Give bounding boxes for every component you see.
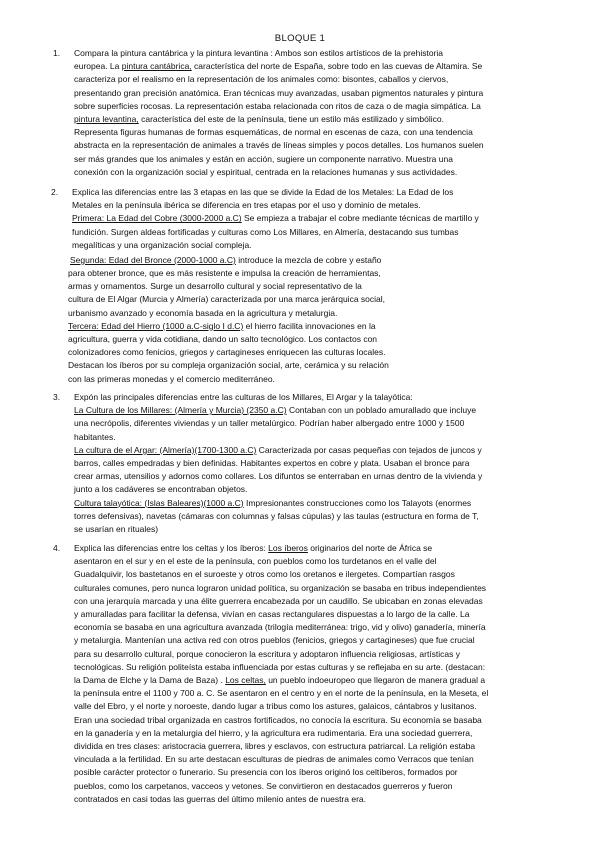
text-line: con una jerarquía marcada y una élite guerrera encabezada por un caudillo. Se ubicaban en zonas elevadas	[74, 595, 483, 606]
text-span: Se empieza a trabajar el cobre mediante técnicas de martillo y	[241, 213, 479, 224]
text-line: presentando gran precisión anatómica. Eran técnicas muy avanzadas, usaban pigmentos naturales y pintura	[74, 87, 484, 98]
heading-cultura-argar: La cultura de el Argar: (Almería)(1700-1300 a.C)	[74, 444, 257, 455]
text-line	[74, 542, 432, 555]
text-line: dividida en tres clases: aristocracia guerrera, libres y esclavos, con estructura patriarcal. La religión estaba	[74, 741, 476, 752]
text-line	[70, 254, 381, 267]
text-line: urbanismo avanzado y economía basada en la agricultura y metalurgia.	[68, 307, 338, 318]
text-line	[74, 113, 444, 126]
text-line: Expón las principales diferencias entre las culturas de los Millares, El Argar y la talayótica:	[74, 392, 413, 402]
text-line: agricultura, guerra y vida cotidiana, dando un salto tecnológico. Los contactos con	[68, 334, 378, 345]
text-line: vinculada a la fertilidad. En su arte destacan esculturas de piedras de animales como Verracos que tenían	[74, 754, 474, 765]
question-2	[51, 186, 592, 252]
question-3	[53, 391, 594, 536]
text-line: culturales comunes, pero nunca lograron unidad política, su organización se basaba en tribus independientes	[74, 582, 487, 593]
question-2-continued	[68, 267, 488, 386]
text-line	[74, 674, 485, 687]
text-line: se usarían en rituales)	[74, 524, 159, 535]
question-text	[70, 254, 490, 267]
text-line: fundición. Surgen aldeas fortificadas y culturas como Los Millares, en Almería, destacando sus tumbas	[72, 226, 459, 237]
text-line: Compara la pintura cantábrica y la pintura levantina : Ambos son estilos artísticos de la prehistoria	[74, 48, 443, 58]
text-line: valle del Ebro, y el norte y noroeste, dando lugar a tribus como los astures, galaicos, cántabros y lusitanos.	[74, 701, 477, 712]
question-number: 2.	[51, 187, 59, 197]
question-text	[74, 391, 594, 536]
text-span: característica del norte de España, sobre todo en las cuevas de Altamira. Se	[191, 61, 483, 72]
text-line: sobre superficies rocosas. La representación estaba relacionada con ritos de caza o de magia simpática. La	[74, 100, 481, 111]
text-span: europea. La	[74, 61, 122, 72]
question-text	[74, 542, 594, 806]
heading-cultura-millares: La Cultura de los Millares: (Almería y Murcia) (2350 a.C)	[74, 405, 287, 416]
text-span: la Dama de Elche y la Dama de Baza) .	[74, 675, 226, 686]
text-line: y metalurgia. Mantenían una activa red con otros pueblos (fenicios, griegos y cartagineses) que fue crucial	[74, 635, 475, 646]
text-span: Contaban con un poblado amurallado que incluye	[286, 405, 477, 416]
heading-pintura-levantina: pintura levantina,	[74, 114, 139, 125]
question-text	[72, 186, 592, 252]
text-line: con las primeras monedas y el comercio mediterráneo.	[68, 373, 275, 384]
text-line: Destacan los íberos por su compleja organización social, arte, cerámica y su relación	[68, 360, 389, 371]
text-line: caracteriza por el realismo en la representación de los animales como: bisontes, caballos y ciervos,	[74, 74, 449, 85]
text-line: ser más grandes que los animales y están en acción, sugiere un componente narrativo. Muestra una	[74, 153, 453, 164]
text-line	[74, 497, 471, 510]
question-4	[53, 542, 594, 806]
text-line: la península entre el 1100 y 700 a. C. Se asentaron en el centro y en el norte de la península, en la Meseta, el	[74, 688, 489, 699]
text-line: conexión con la organización social y espiritual, centrada en la relaciones humanas y sus actividades.	[74, 166, 458, 177]
question-text	[74, 47, 594, 179]
text-line: abstracta en la representación de animales a través de líneas simples y pocos detalles. Los humanos suelen	[74, 140, 484, 151]
text-line	[72, 212, 479, 225]
heading-los-celtas: Los celtas,	[225, 675, 266, 686]
text-line: en la ganadería y en la metalurgia del hierro, y la agricultura era rudimentaria. Era una sociedad guerrera,	[74, 727, 473, 738]
text-span: Caracterizada por casas pequeñas con tejados de juncos y	[256, 444, 482, 455]
text-line: para su desarrollo cultural, porque conocieron la escritura y adoptaron influencia religiosas, artísticas y	[74, 648, 461, 659]
text-line: colonizadores como fenicios, griegos y cartagineses enriquecen las culturas locales.	[68, 347, 386, 358]
heading-pintura-cantabrica: pintura cantábrica,	[121, 61, 192, 72]
question-number: 3.	[53, 392, 61, 402]
text-line: torres defensivas), navetas (cámaras con columnas y falsas cúpulas) y las taulas (estructura en forma de T,	[74, 510, 479, 521]
text-span: originarios del norte de África se	[307, 543, 433, 553]
text-span: Impresionantes construcciones como los Talayots (enormes	[243, 497, 472, 508]
text-span: característica del este de la península, tiene un estilo más estilizado y simbólico.	[138, 114, 444, 125]
text-line: economía se basaba en una agricultura avanzada (trilogía mediterránea: trigo, vid y olivo) ganadería, minería	[74, 622, 486, 633]
text-span: el hierro facilita innovaciones en la	[243, 320, 376, 331]
text-line: posible carácter protector o funerario. Su presencia con los íberos originó los celtíberos, formados por	[74, 767, 458, 778]
text-line	[68, 320, 376, 333]
text-line: tecnológicas. Su religión politeísta estaba influenciada por estas culturas y se reflejaba en su arte. (destacan:	[74, 661, 486, 672]
text-span: Explica las diferencias entre los celtas y los íberos:	[74, 543, 269, 553]
text-line: megalíticas y una organización social compleja.	[72, 239, 252, 250]
document-title: BLOQUE 1	[274, 33, 326, 44]
question-1	[53, 47, 594, 179]
text-line: Representa figuras humanas de formas esquemáticas, de normal en escenas de caza, con una tendencia	[74, 127, 473, 138]
text-line: barros, calles empedradas y bien definidas. Habitantes expertos en cobre y plata. Usaban el bronce para	[74, 458, 470, 469]
heading-cultura-talayotica: Cultura talayótica: (Islas Baleares)(1000 a.C)	[74, 497, 244, 508]
heading-edad-bronce: Segunda: Edad del Bronce (2000-1000 a.C)	[70, 255, 236, 265]
text-line: Explica las diferencias entre las 3 etapas en las que se divide la Edad de los Metales: La Edad de los	[72, 187, 454, 197]
heading-edad-cobre: Primera: La Edad del Cobre (3000-2000 a.C)	[72, 213, 242, 224]
text-line	[74, 60, 482, 73]
text-line: Guadalquivir, los bastetanos en el suroeste y otros como los oretanos e ilergetes. Compartían rasgos	[74, 569, 455, 580]
heading-edad-hierro: Tercera: Edad del Hierro (1000 a.C-siglo I d.C)	[68, 320, 244, 331]
text-line: asentaron en el sur y en el este de la península, con pueblos como los turdetanos en el valle del	[74, 556, 437, 567]
question-text	[68, 267, 488, 386]
text-line: habitantes.	[74, 431, 116, 442]
text-line: pueblos, como los carpetanos, vacceos y vetones. Se convirtieron en destacados guerreros y fueron	[74, 780, 453, 791]
text-line: cultura de El Algar (Murcia y Almería) caracterizada por una marca jerárquica social,	[68, 294, 385, 305]
text-line: y amuralladas para facilitar la defensa, vivían en casas rectangulares dispuestas a lo largo de la calle. La	[74, 609, 470, 620]
text-span: un pueblo indoeuropeo que llegaron de manera gradual a	[265, 675, 486, 686]
question-number: 4.	[53, 543, 61, 553]
text-line: para obtener bronce, que es más resistente e impulsa la creación de herramientas,	[68, 268, 381, 278]
text-line	[74, 444, 482, 457]
text-line: crear armas, utensilios y adornos como collares. Los difuntos se enterraban en urnas dentro de la vivienda y	[74, 471, 483, 482]
text-line: armas y ornamentos. Surge un desarrollo cultural y social representativo de la	[68, 281, 362, 292]
text-line: contratados en casi todas las guerras del último milenio antes de nuestra era.	[74, 793, 366, 804]
text-line: Eran una sociedad tribal organizada en castros fortificados, no conocía la escritura. Su economía se basaba	[74, 714, 482, 725]
text-line: una necrópolis, diferentes viviendas y un taller metalúrgico. Podrían haber albergado entre 1000 y 1500	[74, 418, 465, 429]
text-line: junto a los cadáveres se encontraban objetos.	[74, 484, 248, 495]
text-line: Metales en la península ibérica se diferencia en tres etapas por el uso y dominio de metales.	[72, 200, 421, 211]
question-2-continued	[70, 254, 490, 267]
text-line	[74, 404, 476, 417]
heading-los-iberos: Los íberos	[268, 543, 308, 553]
text-span: introduce la mezcla de cobre y estaño	[235, 255, 382, 265]
question-number: 1.	[53, 48, 61, 58]
